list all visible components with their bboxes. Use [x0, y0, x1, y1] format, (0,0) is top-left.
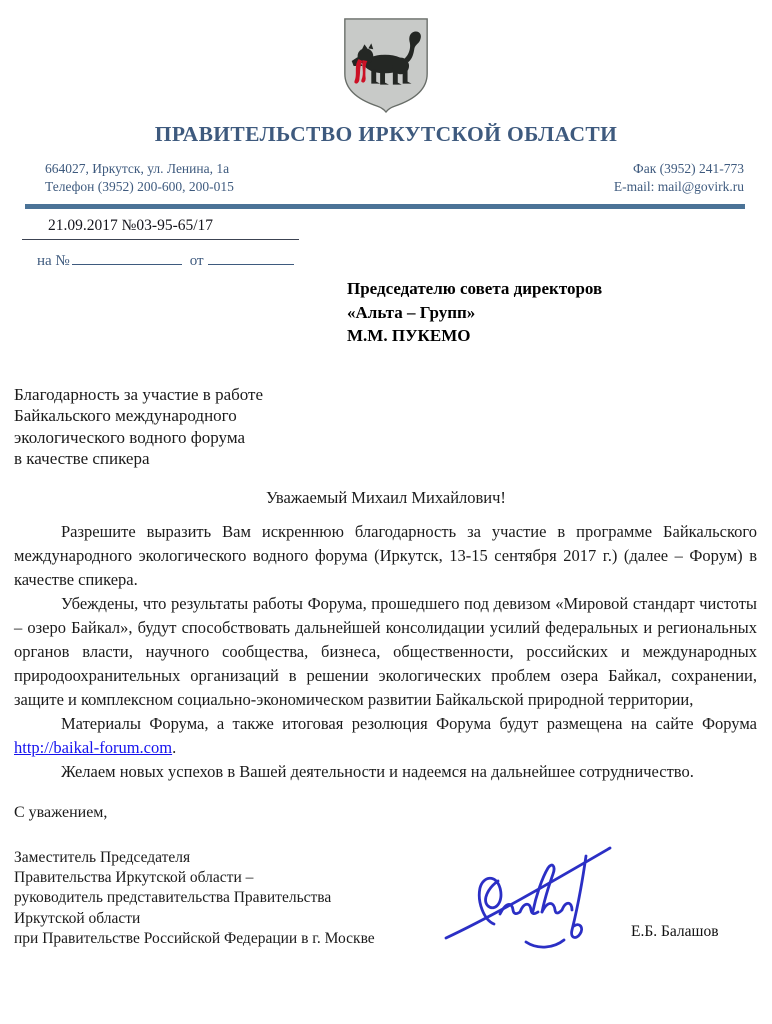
signature-block [14, 848, 772, 973]
letterhead-divider [25, 204, 745, 209]
address-line: 664027, Иркутск, ул. Ленина, 1а [45, 161, 230, 176]
subject-block [14, 384, 772, 470]
incoming-date-blank [208, 250, 294, 265]
addressee-block [347, 277, 772, 348]
paragraph-1: Разрешите выразить Вам искреннюю благодарность за участие в программе Байкальского международного экологического водного форума (Иркутск, 13-15 сентября 2017 г.) (далее – Форум) в качестве спикера. [14, 521, 757, 589]
subject-line: в качестве спикера [14, 449, 150, 468]
closing-phrase: С уважением, [14, 803, 108, 821]
signer-title-line: Правительства Иркутской области – [14, 868, 254, 886]
paragraph-3-text: Материалы Форума, а также итоговая резолюция Форума будут размещена на сайте Форума [61, 713, 757, 733]
incoming-ref-line [37, 250, 772, 270]
postal-address-block [45, 160, 234, 195]
forum-website-link[interactable]: http://baikal-forum.com [14, 737, 173, 757]
signer-title-line: руководитель представительства Правительства [14, 889, 332, 907]
email-line: E-mail: mail@govirk.ru [613, 178, 744, 194]
ref-underline [22, 238, 299, 240]
addressee-position: Председателю совета директоров [347, 279, 603, 298]
coat-of-arms [0, 0, 772, 118]
subject-line: экологического водного форума [14, 427, 246, 447]
fax-email-block [614, 160, 744, 195]
phone-line: Телефон (3952) 200-600, 200-015 [45, 178, 234, 194]
outgoing-ref-number: 21.09.2017 №03-95-65/17 [48, 217, 214, 234]
paragraph-4: Желаем новых успехов в Вашей деятельности и надеемся на дальнейшее сотрудничество. [61, 761, 694, 781]
subject-line: Благодарность за участие в работе [14, 384, 264, 404]
handwritten-signature-icon [438, 826, 638, 956]
irkutsk-babr-shield-icon [336, 15, 436, 113]
paragraph-3-period: . [172, 737, 177, 757]
addressee-company: «Альта – Групп» [347, 302, 476, 322]
signer-name: Е.Б. Балашов [631, 922, 719, 940]
signer-title-line: Заместитель Председателя [14, 848, 191, 866]
addressee-name: М.М. ПУКЕМО [347, 326, 471, 345]
paragraph-3 [14, 712, 757, 760]
organization-title: ПРАВИТЕЛЬСТВО ИРКУТСКОЙ ОБЛАСТИ [154, 122, 618, 146]
salutation: Уважаемый Михаил Михайлович! [266, 487, 506, 507]
signer-title-line: Иркутской области [14, 909, 141, 927]
fax-line: Фак (3952) 241-773 [633, 161, 744, 176]
letter-body [14, 520, 757, 784]
incoming-number-blank [72, 250, 182, 265]
signer-title-line: при Правительстве Российской Федерации в г. Москве [14, 930, 375, 948]
letterhead-contacts [45, 160, 744, 195]
subject-line: Байкальского международного [14, 406, 237, 425]
ot-label: от [189, 253, 204, 269]
paragraph-2: Убеждены, что результаты работы Форума, прошедшего под девизом «Мировой стандарт чистоты – озеро Байкал», будут способствовать дальнейшей консолидации усилий федеральных и региональных органов власти, научного сообщества, бизнеса, общественности, российских и международных природоохранительных организаций в решении экологических проблем озера Байкал, сохранении, защите и комплексном социально-экономическом развитии Байкальской природной территории, [14, 593, 757, 709]
na-number-label: на № [37, 253, 70, 269]
